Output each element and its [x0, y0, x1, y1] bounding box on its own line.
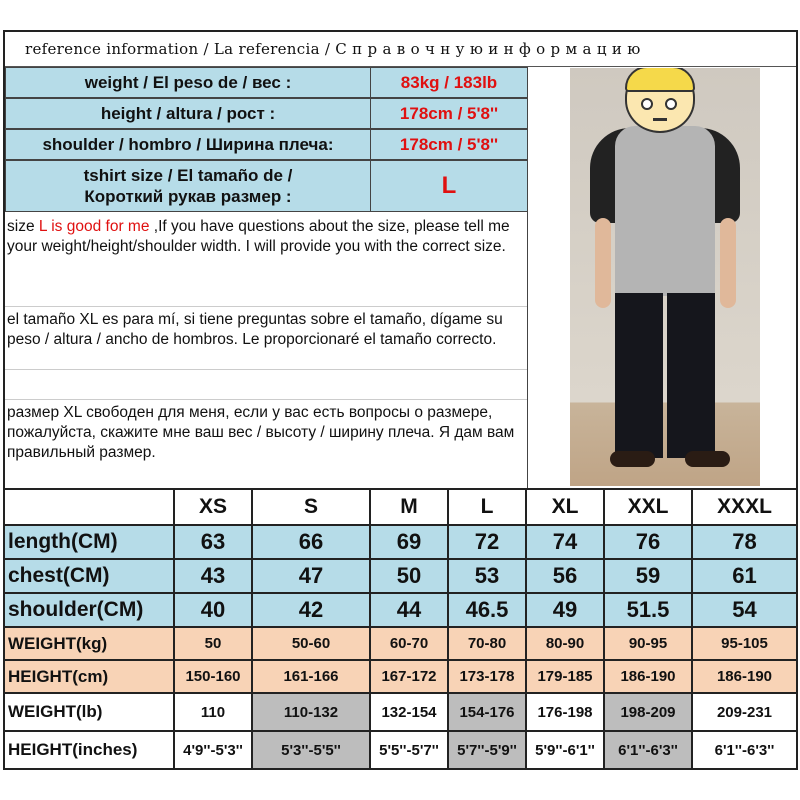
- table-cell: 5'3''-5'5'': [252, 731, 370, 769]
- table-cell: 5'9''-6'1'': [526, 731, 604, 769]
- table-cell: 186-190: [604, 660, 692, 693]
- size-header-row: [4, 489, 797, 525]
- note-en-highlight: L is good for me: [38, 218, 150, 235]
- table-cell: 40: [174, 593, 252, 627]
- table-row: [4, 525, 797, 559]
- table-cell: 150-160: [174, 660, 252, 693]
- table-cell: 132-154: [370, 693, 448, 731]
- table-cell: 47: [252, 559, 370, 593]
- table-cell: 66: [252, 525, 370, 559]
- table-cell: 78: [692, 525, 797, 559]
- info-height-value: 178cm / 5'8'': [370, 98, 528, 129]
- table-cell: 69: [370, 525, 448, 559]
- table-cell: 95-105: [692, 627, 797, 660]
- table-cell: 161-166: [252, 660, 370, 693]
- left-leg: [615, 293, 663, 458]
- row-label: HEIGHT(inches): [4, 731, 174, 769]
- row-label: chest(CM): [4, 559, 174, 593]
- table-cell: 43: [174, 559, 252, 593]
- table-cell: 4'9''-5'3'': [174, 731, 252, 769]
- table-cell: 176-198: [526, 693, 604, 731]
- table-cell: 50: [370, 559, 448, 593]
- size-xs: XS: [174, 489, 252, 525]
- note-en-prefix: size: [7, 218, 39, 235]
- table-cell: 209-231: [692, 693, 797, 731]
- right-eye: [665, 98, 677, 110]
- note-russian: размер XL свободен для меня, если у вас есть вопросы о размере, пожалуйста, скажите мне ваш вес / высоту / ширину плеча. Я дам вам правильный размер.: [7, 404, 515, 461]
- info-tshirt-value: L: [370, 160, 528, 212]
- shirt-body: [615, 126, 715, 296]
- model-photo: [570, 68, 760, 486]
- table-row: [4, 693, 797, 731]
- row-label: WEIGHT(kg): [4, 627, 174, 660]
- info-weight-label: weight / El peso de / вес :: [5, 67, 371, 98]
- table-cell: 63: [174, 525, 252, 559]
- table-cell: 44: [370, 593, 448, 627]
- table-cell: 173-178: [448, 660, 526, 693]
- table-cell: 154-176: [448, 693, 526, 731]
- table-cell: 50-60: [252, 627, 370, 660]
- table-cell: 6'1''-6'3'': [604, 731, 692, 769]
- corner-cell: [4, 489, 174, 525]
- note-spanish: el tamaño XL es para mí, si tiene preguntas sobre el tamaño, dígame su peso / altura / ancho de hombros. Le proporcionaré el tamaño correcto.: [5, 307, 527, 370]
- table-cell: 74: [526, 525, 604, 559]
- table-cell: 76: [604, 525, 692, 559]
- table-cell: 54: [692, 593, 797, 627]
- note-english: [5, 214, 527, 307]
- table-row: [4, 660, 797, 693]
- table-cell: 5'7''-5'9'': [448, 731, 526, 769]
- table-cell: 167-172: [370, 660, 448, 693]
- cartoon-face: [625, 68, 695, 133]
- size-s: S: [252, 489, 370, 525]
- left-arm: [595, 218, 611, 308]
- size-xxl: XXL: [604, 489, 692, 525]
- table-cell: 59: [604, 559, 692, 593]
- info-shoulder-label: shoulder / hombro / Ширина плеча:: [5, 129, 371, 160]
- note-spacer: [5, 370, 527, 400]
- table-cell: 49: [526, 593, 604, 627]
- info-weight-value: 83kg / 183lb: [370, 67, 528, 98]
- table-cell: 61: [692, 559, 797, 593]
- info-shoulder-value: 178cm / 5'8'': [370, 129, 528, 160]
- right-shoe: [685, 451, 730, 467]
- table-cell: 53: [448, 559, 526, 593]
- table-cell: 42: [252, 593, 370, 627]
- info-height-label: height / altura / рост :: [5, 98, 371, 129]
- table-cell: 198-209: [604, 693, 692, 731]
- table-cell: 6'1''-6'3'': [692, 731, 797, 769]
- row-label: HEIGHT(cm): [4, 660, 174, 693]
- table-cell: 90-95: [604, 627, 692, 660]
- right-arm: [720, 218, 736, 308]
- size-m: M: [370, 489, 448, 525]
- table-cell: 60-70: [370, 627, 448, 660]
- cartoon-hair: [625, 68, 695, 92]
- table-cell: 5'5''-5'7'': [370, 731, 448, 769]
- size-l: L: [448, 489, 526, 525]
- mouth: [653, 118, 667, 121]
- size-table: [3, 488, 798, 770]
- table-cell: 110: [174, 693, 252, 731]
- right-leg: [667, 293, 715, 458]
- row-label: length(CM): [4, 525, 174, 559]
- left-shoe: [610, 451, 655, 467]
- table-cell: 50: [174, 627, 252, 660]
- row-label: shoulder(CM): [4, 593, 174, 627]
- table-row: [4, 627, 797, 660]
- table-cell: 72: [448, 525, 526, 559]
- divider: [527, 212, 528, 488]
- table-row: [4, 731, 797, 769]
- size-xxxl: XXXL: [692, 489, 797, 525]
- table-cell: 186-190: [692, 660, 797, 693]
- table-cell: 179-185: [526, 660, 604, 693]
- table-cell: 110-132: [252, 693, 370, 731]
- table-cell: 70-80: [448, 627, 526, 660]
- table-row: [4, 559, 797, 593]
- table-row: [4, 593, 797, 627]
- left-eye: [641, 98, 653, 110]
- table-cell: 46.5: [448, 593, 526, 627]
- size-xl: XL: [526, 489, 604, 525]
- table-cell: 51.5: [604, 593, 692, 627]
- note-en-rest: ,If you have questions about the size, please tell me your weight/height/shoulder width. I will provide you with the correct size.: [7, 218, 510, 255]
- reference-title: reference information / La referencia / С п р а в о ч н у ю и н ф о р м а ц и ю: [5, 32, 796, 67]
- table-cell: 80-90: [526, 627, 604, 660]
- info-tshirt-label: tshirt size / El tamaño de / Короткий рукав размер :: [5, 160, 371, 212]
- table-cell: 56: [526, 559, 604, 593]
- row-label: WEIGHT(lb): [4, 693, 174, 731]
